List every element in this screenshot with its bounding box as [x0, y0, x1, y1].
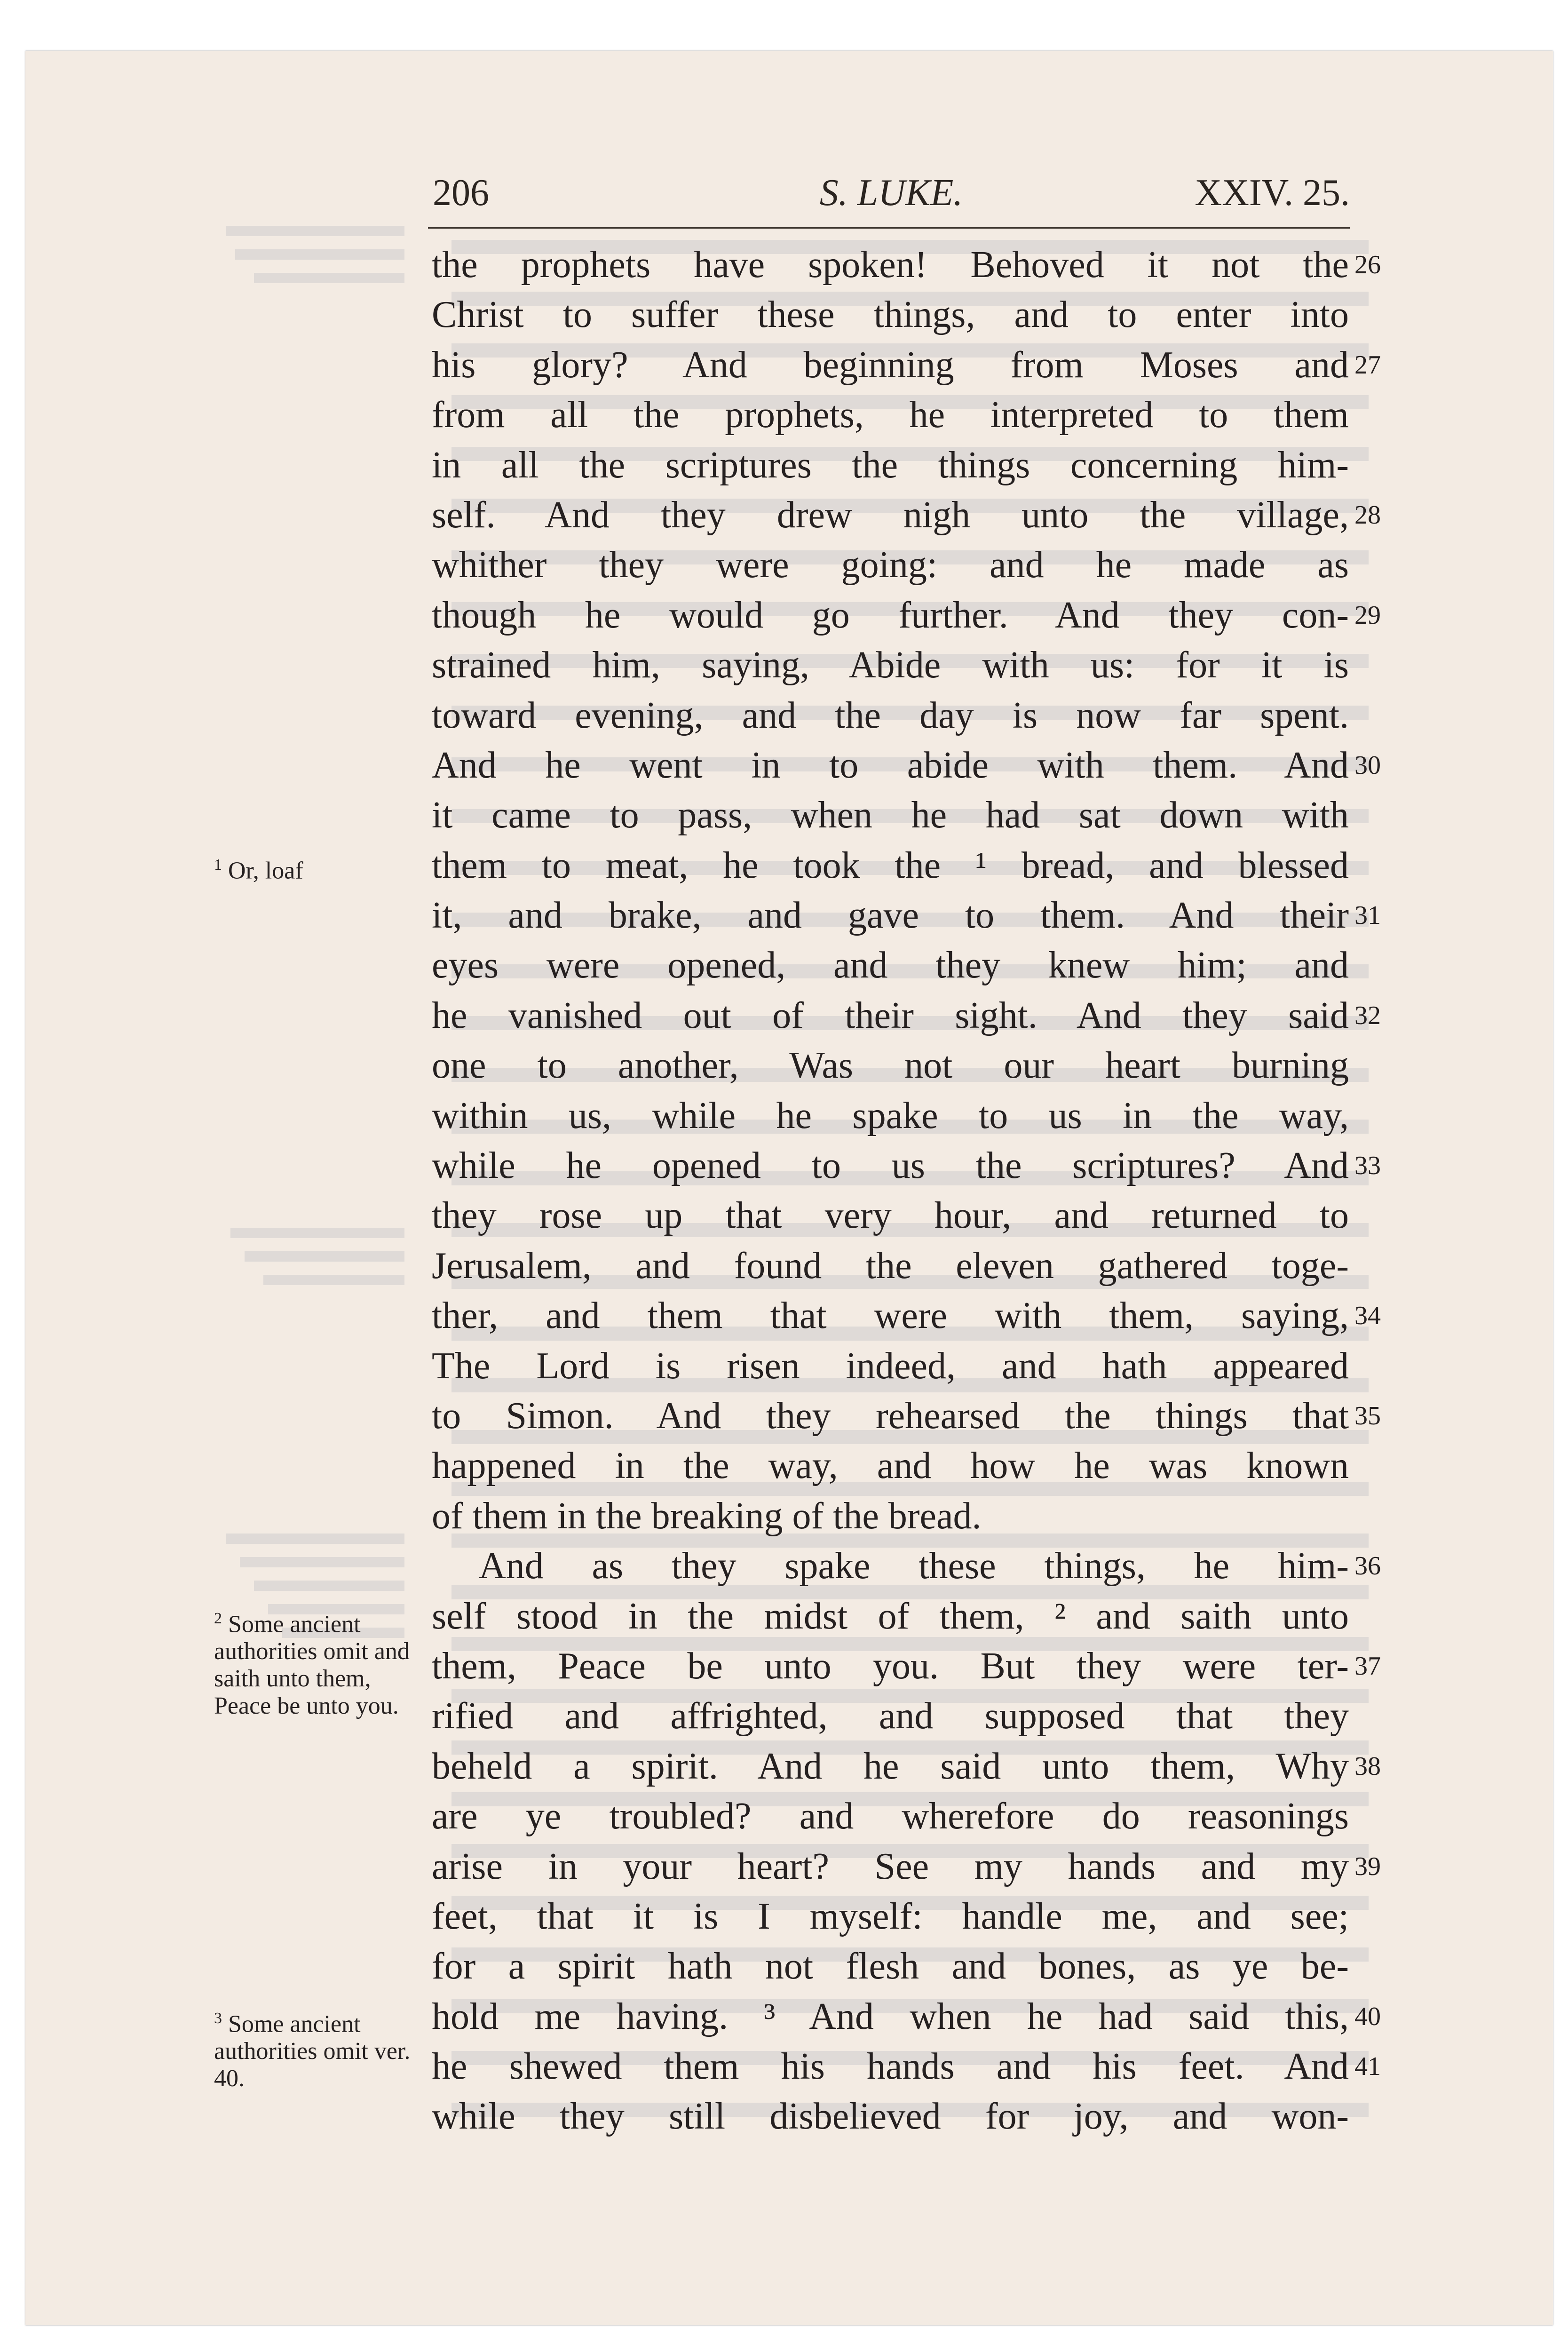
verse-number: 29 [1354, 600, 1381, 630]
text-line: rified and affrighted, and supposed that they [432, 1695, 1349, 1737]
verse-number: 35 [1354, 1401, 1381, 1431]
text-line: strained him, saying, Abide with us: for it is [432, 644, 1349, 686]
header-rule [428, 227, 1350, 229]
text-line: are ye troubled? and wherefore do reasonings [432, 1796, 1349, 1837]
verse-number: 40 [1354, 2002, 1381, 2031]
verse-number: 34 [1354, 1301, 1381, 1331]
verse-number: 39 [1354, 1851, 1381, 1881]
text-column [432, 240, 1349, 2142]
margin-note-marker: 3 [214, 2010, 222, 2027]
verse-number: 30 [1354, 751, 1381, 780]
margin-note-marker: 2 [214, 1610, 222, 1627]
text-line: he shewed them his hands and his feet. And [432, 2046, 1349, 2088]
margin-note-marker: 1 [214, 856, 222, 874]
text-line: while he opened to us the scriptures? And [432, 1145, 1349, 1187]
text-line: The Lord is risen indeed, and hath appeared [432, 1345, 1349, 1387]
text-line: it, and brake, and gave to them. And their [432, 895, 1349, 937]
text-line: them to meat, he took the ¹ bread, and blessed [432, 844, 1349, 886]
margin-note-3 [214, 2005, 426, 2092]
text-line: for a spirit hath not flesh and bones, as ye be- [432, 1946, 1349, 1987]
text-line: within us, while he spake to us in the way, [432, 1095, 1349, 1136]
text-line: toward evening, and the day is now far spent. [432, 694, 1349, 736]
verse-number: 37 [1354, 1652, 1381, 1681]
book-title: S. LUKE. [819, 172, 963, 214]
text-line: of them in the breaking of the bread. [432, 1495, 982, 1537]
text-line: feet, that it is I myself: handle me, and see; [432, 1895, 1349, 1937]
margin-note-text: Or, loaf [228, 857, 303, 884]
margin-note-1 [214, 851, 426, 884]
verse-number: 26 [1354, 250, 1381, 279]
verse-number: 36 [1354, 1551, 1381, 1581]
text-line: from all the prophets, he interpreted to them [432, 394, 1349, 436]
verse-number: 41 [1354, 2052, 1381, 2082]
page-number: 206 [433, 172, 489, 214]
text-line: they rose up that very hour, and returned to [432, 1195, 1349, 1237]
text-line: his glory? And beginning from Moses and [432, 344, 1349, 386]
text-line: Jerusalem, and found the eleven gathered toge- [432, 1245, 1349, 1287]
text-line: happened in the way, and how he was known [432, 1445, 1349, 1487]
verse-number: 33 [1354, 1151, 1381, 1181]
text-line: though he would go further. And they con- [432, 594, 1349, 636]
text-line: them, Peace be unto you. But they were ter- [432, 1645, 1349, 1687]
text-line: one to another, Was not our heart burning [432, 1045, 1349, 1087]
text-line: And as they spake these things, he him- [479, 1545, 1349, 1587]
text-line: while they still disbelieved for joy, and won- [432, 2096, 1349, 2137]
verse-number: 31 [1354, 901, 1381, 930]
margin-note-2 [214, 1605, 426, 1720]
text-line: the prophets have spoken! Behoved it not the [432, 244, 1349, 286]
running-header [433, 167, 1350, 219]
text-line: eyes were opened, and they knew him; and [432, 945, 1349, 986]
margin-note-text: Some ancient authorities omit and saith unto them, Peace be unto you. [214, 1611, 410, 1720]
verse-number: 32 [1354, 1001, 1381, 1030]
text-line: in all the scriptures the things concerning him- [432, 444, 1349, 486]
verse-number: 38 [1354, 1752, 1381, 1781]
text-line: self stood in the midst of them, ² and saith unto [432, 1595, 1349, 1637]
verse-number: 27 [1354, 350, 1381, 380]
text-line: self. And they drew nigh unto the village, [432, 494, 1349, 536]
text-line: hold me having. ³ And when he had said this, [432, 1995, 1349, 2037]
chapter-reference: XXIV. 25. [1195, 172, 1350, 214]
text-line: it came to pass, when he had sat down with [432, 795, 1349, 836]
text-line: Christ to suffer these things, and to enter into [432, 294, 1349, 336]
margin-note-text: Some ancient authorities omit ver. 40. [214, 2010, 411, 2092]
text-line: beheld a spirit. And he said unto them, Why [432, 1745, 1349, 1787]
text-line: arise in your heart? See my hands and my [432, 1845, 1349, 1887]
text-line: And he went in to abide with them. And [432, 744, 1349, 786]
text-line: ther, and them that were with them, saying, [432, 1295, 1349, 1337]
text-line: he vanished out of their sight. And they said [432, 994, 1349, 1036]
text-line: to Simon. And they rehearsed the things that [432, 1395, 1349, 1437]
text-line: whither they were going: and he made as [432, 544, 1349, 586]
verse-number: 28 [1354, 501, 1381, 530]
